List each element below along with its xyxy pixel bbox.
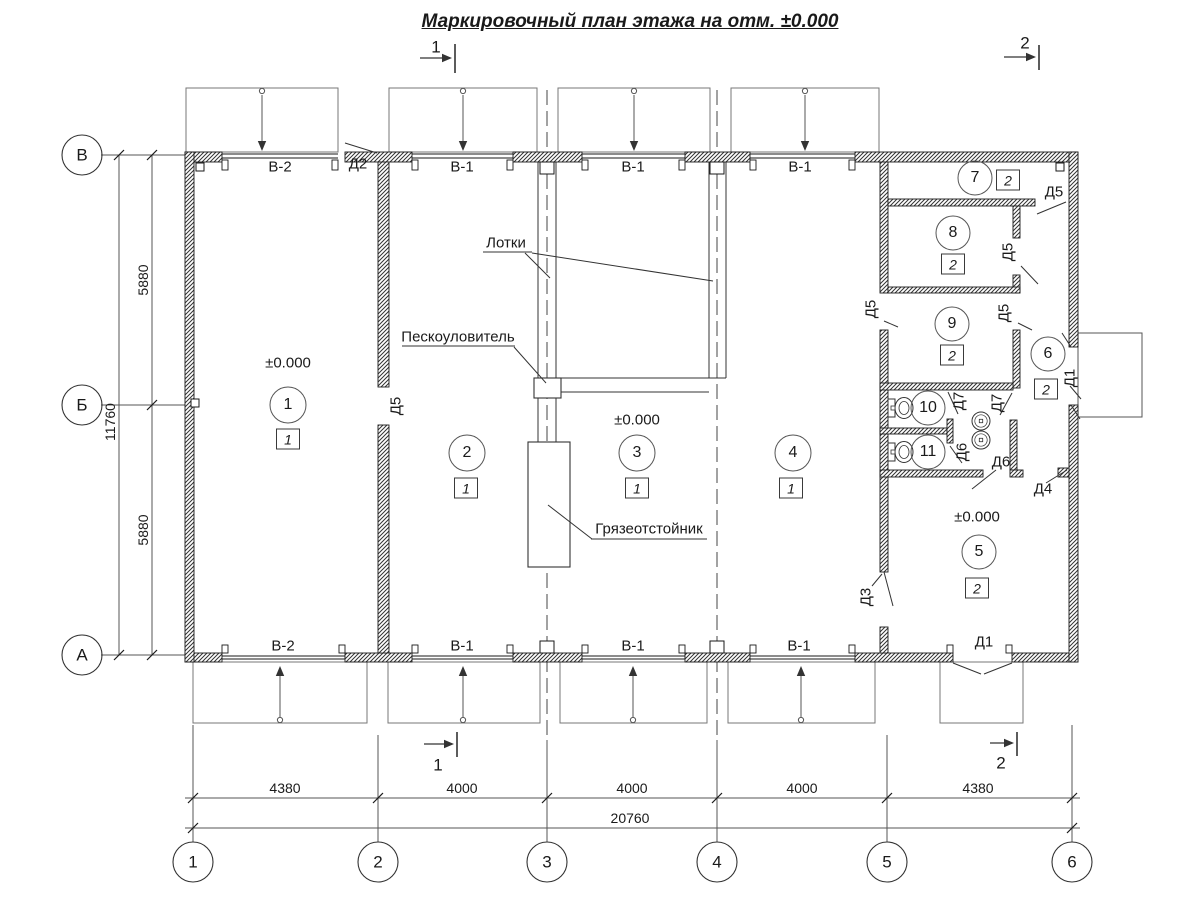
door-mark-label: Д4 (1033, 480, 1053, 498)
section-mark-label: 1 (431, 37, 441, 57)
room-type-badge: 2 (940, 345, 964, 366)
grid-axis-column-label: 6 (1067, 852, 1077, 872)
dimension-label: 4380 (962, 780, 994, 796)
room-type-badge: 1 (276, 429, 300, 450)
section-mark-label: 2 (1020, 33, 1030, 53)
elevation-mark: ±0.000 (950, 509, 1004, 526)
room-number: 3 (632, 444, 642, 461)
door-mark-label: Д1 (974, 633, 994, 651)
door-mark-label: Д5 (995, 303, 1013, 323)
door-mark-label: Д2 (348, 155, 368, 173)
annotation-label: Грязеотстойник (595, 520, 703, 538)
window-mark-label: В-1 (621, 158, 645, 176)
window-mark-label: В-1 (450, 637, 474, 655)
annotation-label: Пескоуловитель (401, 328, 515, 346)
grid-axis-column-label: 2 (373, 852, 383, 872)
elevation-mark: ±0.000 (610, 412, 664, 429)
room-type-badge: 2 (965, 578, 989, 599)
door-mark-label: Д1 (1061, 368, 1079, 388)
dimension-total-label: 20760 (610, 810, 650, 826)
grid-axis-row-label: Б (76, 395, 88, 415)
grid-axis-column-label: 1 (188, 852, 198, 872)
door-mark-label: Д6 (991, 453, 1011, 471)
room-number: 4 (788, 444, 798, 461)
room-number: 8 (948, 224, 958, 241)
room-number: 6 (1043, 345, 1053, 362)
door-mark-label: Д5 (387, 396, 405, 416)
window-mark-label: В-1 (621, 637, 645, 655)
room-type-badge: 2 (996, 170, 1020, 191)
room-number: 1 (283, 396, 293, 413)
annotation-label: Лотки (486, 234, 526, 252)
window-mark-label: В-1 (787, 637, 811, 655)
window-mark-label: В-1 (788, 158, 812, 176)
room-number: 10 (919, 399, 937, 416)
door-mark-label: Д5 (862, 299, 880, 319)
room-type-badge: 2 (1034, 379, 1058, 400)
room-type-badge: 1 (454, 478, 478, 499)
door-mark-label: Д5 (1044, 183, 1064, 201)
window-mark-label: В-2 (268, 158, 292, 176)
grid-axis-row-label: В (76, 145, 88, 165)
dimension-label: 5880 (135, 514, 151, 546)
room-number: 9 (947, 315, 957, 332)
dimension-total-label: 11760 (102, 403, 118, 441)
section-mark-label: 2 (996, 753, 1006, 773)
room-number: 11 (919, 443, 937, 460)
dimension-label: 4000 (446, 780, 478, 796)
dimension-label: 4000 (786, 780, 818, 796)
door-mark-label: Д5 (999, 242, 1017, 262)
door-mark-label: Д3 (857, 587, 875, 607)
room-type-badge: 2 (941, 254, 965, 275)
dimension-label: 4380 (269, 780, 301, 796)
window-mark-label: В-1 (450, 158, 474, 176)
grid-axis-column-label: 3 (542, 852, 552, 872)
grid-axis-column-label: 4 (712, 852, 722, 872)
grid-axis-column-label: 5 (882, 852, 892, 872)
drawing-title: Маркировочный план этажа на отм. ±0.000 (421, 11, 839, 32)
section-mark-label: 1 (433, 755, 443, 775)
grid-axis-row-label: А (76, 645, 88, 665)
room-number: 5 (974, 543, 984, 560)
room-type-badge: 1 (779, 478, 803, 499)
door-mark-label: Д7 (988, 393, 1006, 413)
room-type-badge: 1 (625, 478, 649, 499)
window-mark-label: В-2 (271, 637, 295, 655)
room-number: 2 (462, 444, 472, 461)
room-number: 7 (970, 169, 980, 186)
dimension-label: 5880 (135, 264, 151, 296)
door-mark-label: Д6 (953, 442, 971, 462)
dimension-label: 4000 (616, 780, 648, 796)
elevation-mark: ±0.000 (261, 355, 315, 372)
door-mark-label: Д7 (950, 391, 968, 411)
